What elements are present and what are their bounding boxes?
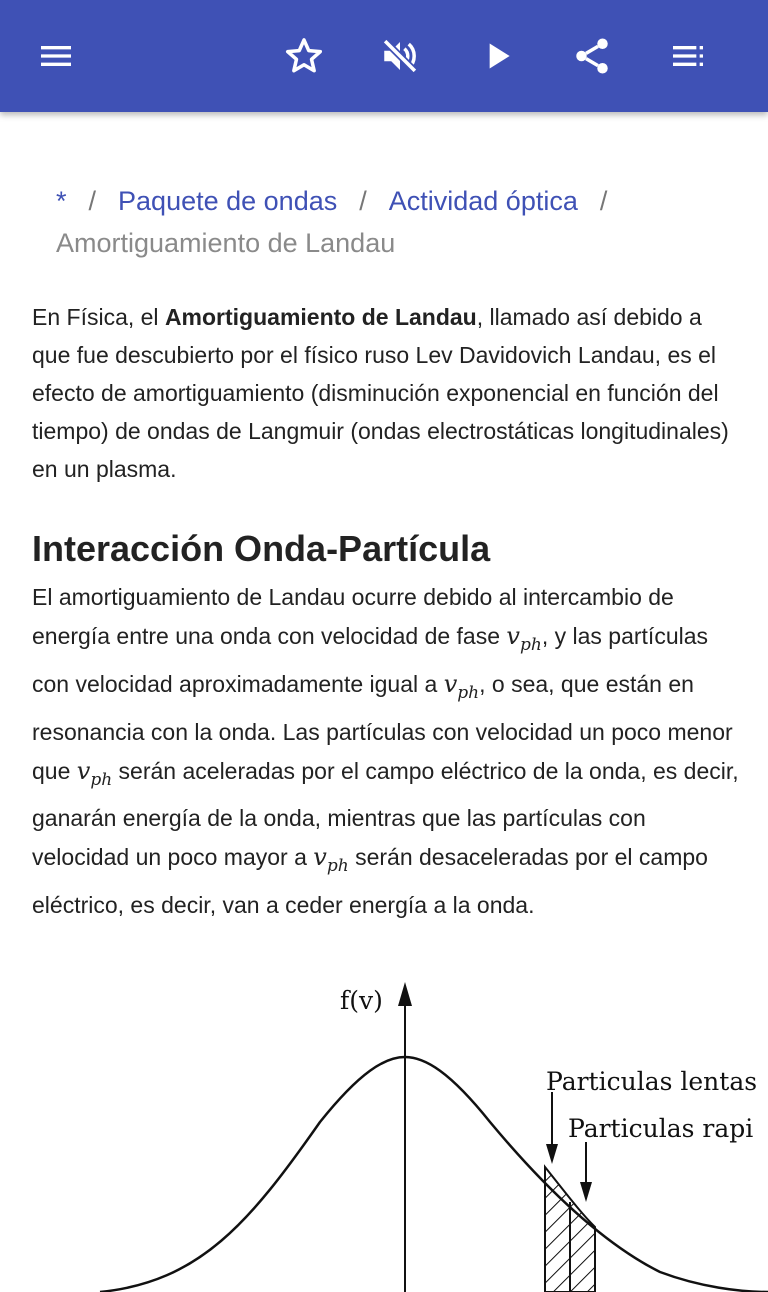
breadcrumb-separator: /: [359, 186, 367, 216]
section-text-2: , y las partículas con velocidad aproximadamente igual a: [32, 623, 709, 697]
section-text-4: serán aceleradas por el campo eléctrico de la onda, es decir, ganarán energía de la onda, mientras que las partículas con velocidad un poco mayor a: [32, 757, 739, 871]
breadcrumb: [56, 180, 736, 264]
play-icon: [478, 36, 518, 76]
share-icon: [571, 35, 613, 77]
breadcrumb-current: Amortiguamiento de Landau: [56, 228, 396, 258]
math-vph: $v_{ph}$: [506, 622, 542, 655]
intro-suffix: , llamado así debido a que fue descubierto por el físico ruso Lev Davidovich Landau, es el efecto de amortiguamiento (disminución exponencial en función del tiempo) de ondas de Langmuir (ondas electrostáticas longitudinales) en un plasma.: [32, 304, 729, 482]
section-text-5: serán desaceleradas por el campo eléctrico, es decir, van a ceder energía a la onda.: [32, 844, 708, 919]
slow-arrow-head: [546, 1144, 558, 1164]
intro-prefix: En Física, el: [32, 304, 165, 330]
menu-button[interactable]: [28, 28, 84, 84]
breadcrumb-link-actividad-optica[interactable]: Actividad óptica: [388, 186, 578, 216]
fast-arrow-head: [580, 1182, 592, 1202]
section-paragraph: [32, 578, 742, 925]
menu-icon: [36, 36, 76, 76]
intro-paragraph: [32, 298, 742, 488]
fast-particles-label: Particulas rapi: [568, 1114, 754, 1143]
math-vph: $v_{ph}$: [443, 669, 480, 703]
math-vph: $v_{ph}$: [76, 756, 113, 790]
distribution-plot: [0, 962, 768, 1292]
app-bar: [0, 0, 768, 112]
intro-bold-term: Amortiguamiento de Landau: [164, 304, 477, 330]
volume-off-icon: [379, 35, 421, 77]
breadcrumb-separator: /: [599, 186, 608, 216]
breadcrumb-link-paquete-de-ondas[interactable]: Paquete de ondas: [118, 186, 338, 216]
bookmark-button[interactable]: [276, 28, 332, 84]
breadcrumb-link-home[interactable]: *: [56, 186, 67, 216]
section-text-1: El amortiguamiento de Landau ocurre debido al intercambio de energía entre una onda con velocidad de fase: [32, 584, 674, 649]
star-icon: [283, 35, 325, 77]
math-vph: $v_{ph}$: [313, 843, 349, 877]
breadcrumb-separator: /: [88, 186, 97, 216]
playlist-button[interactable]: [660, 28, 716, 84]
share-button[interactable]: [564, 28, 620, 84]
mute-button[interactable]: [372, 28, 428, 84]
landau-damping-figure: [0, 962, 768, 1292]
playlist-icon: [668, 36, 708, 76]
slow-particles-label: Particulas lentas: [546, 1067, 758, 1096]
section-text-3: , o sea, que están en resonancia con la onda. Las partículas con velocidad un poco menor que: [32, 670, 733, 784]
section-heading: Interacción Onda-Partícula: [32, 528, 491, 569]
y-axis-arrow: [398, 982, 412, 1006]
y-axis-label: f(v): [340, 986, 383, 1015]
play-button[interactable]: [470, 28, 526, 84]
